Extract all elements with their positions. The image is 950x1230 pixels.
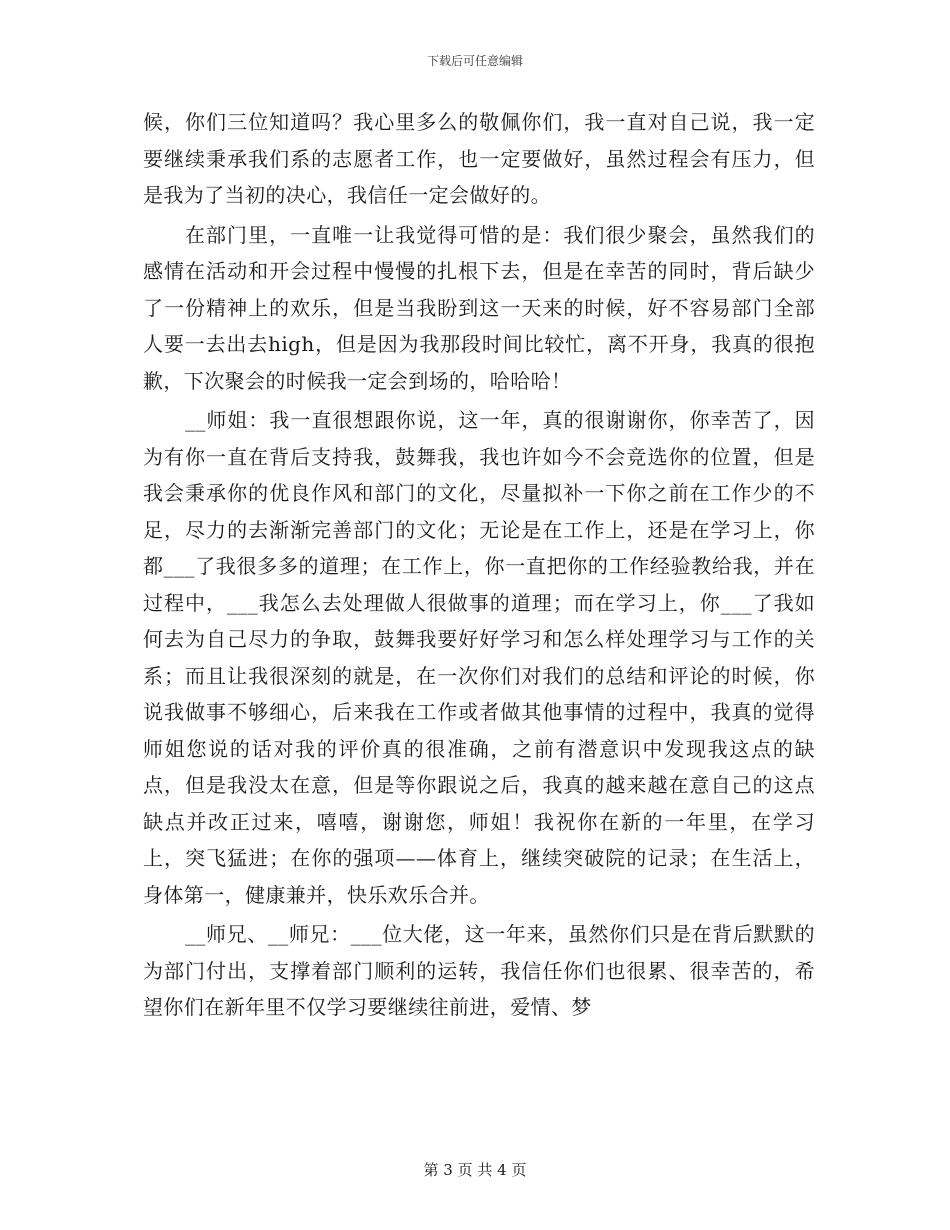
paragraph: __师姐：我一直很想跟你说，这一年，真的很谢谢你，你幸苦了，因为有你一直在背后支持我，鼓舞我，我也许如今不会竞选你的位置，但是我会秉承你的优良作风和部门的文化，尽量拟补一下你之前在工作少的不足，尽力的去渐渐完善部门的文化；无论是在工作上，还是在学习上，你都___了我很多多的道理；在工作上，你一直把你的工作经验教给我，并在过程中，___我怎么去处理做人很做事的道理；而在学习上，你___了我如何去为自己尽力的争取，鼓舞我要好好学习和怎么样处理学习与工作的关系；而且让我很深刻的就是，在一次你们对我们的总结和评论的时候，你说我做事不够细心，后来我在工作或者做其他事情的过程中，我真的觉得师姐您说的话对我的评价真的很准确，之前有潜意识中发现我这点的缺点，但是我没太在意，但是等你跟说之后，我真的越来越在意自己的这点缺点并改正过来，嘻嘻，谢谢您，师姐！我祝你在新的一年里，在学习上，突飞猛进；在你的强项——体育上，继续突破院的记录；在生活上，身体第一，健康兼并，快乐欢乐合并。 (143, 408, 815, 907)
document-body (143, 104, 815, 1029)
page-header: 下载后可任意编辑 (426, 54, 523, 68)
paragraph: 候，你们三位知道吗？我心里多么的敬佩你们，我一直对自己说，我一定要继续秉承我们系的志愿者工作，也一定要做好，虽然过程会有压力，但是我为了当初的决心，我信任一定会做好的。 (143, 110, 815, 207)
paragraph: 在部门里，一直唯一让我觉得可惜的是：我们很少聚会，虽然我们的感情在活动和开会过程中慢慢的扎根下去，但是在幸苦的同时，背后缺少了一份精神上的欢乐，但是当我盼到这一天来的时候，好不容易部门全部人要一去出去high，但是因为我那段时间比较忙，离不开身，我真的很抱歉，下次聚会的时候我一定会到场的，哈哈哈！ (143, 222, 815, 393)
paragraph: __师兄、__师兄：___位大佬，这一年来，虽然你们只是在背后默默的为部门付出，支撑着部门顺利的运转，我信任你们也很累、很幸苦的，希望你们在新年里不仅学习要继续往前进，爱情、梦 (143, 922, 815, 1019)
page-footer: 第 3 页 共 4 页 (423, 1161, 527, 1179)
